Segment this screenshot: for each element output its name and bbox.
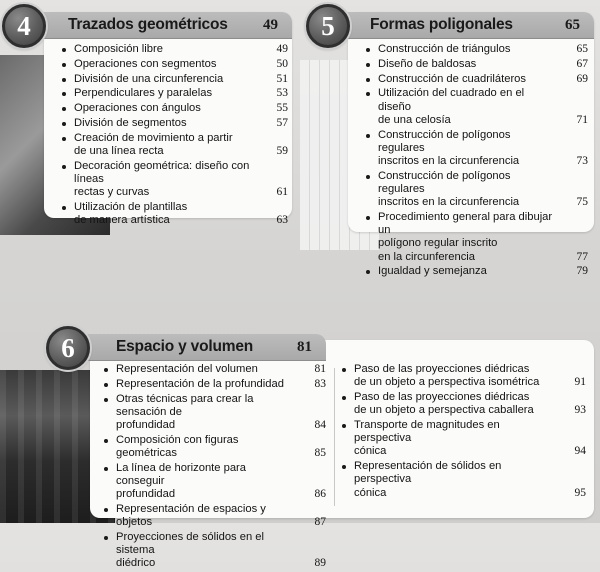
toc-item-page: 61: [276, 186, 288, 199]
bullet: [62, 48, 66, 52]
toc-item[interactable]: [366, 43, 588, 56]
bullet: [62, 92, 66, 96]
unit-4-page: 49: [263, 16, 278, 33]
toc-item-text: Construcción de cuadriláteros: [378, 72, 526, 85]
bullet: [366, 270, 370, 274]
bullet: [366, 175, 370, 179]
toc-item-text: La línea de horizonte para conseguir profundidad: [116, 461, 246, 501]
toc-item[interactable]: [62, 132, 288, 158]
toc-item[interactable]: [104, 434, 326, 460]
toc-item-text: Composición con figuras geométricas: [116, 433, 239, 459]
toc-item-page: 77: [576, 250, 588, 263]
toc-item[interactable]: [104, 531, 326, 571]
toc-item-page: 53: [276, 87, 288, 100]
toc-item-text: Paso de las proyecciones diédricas de un objeto a perspectiva caballera: [354, 391, 534, 417]
toc-item-text: Representación del volumen: [116, 363, 258, 375]
toc-item-page: 73: [576, 155, 588, 167]
toc-item[interactable]: [342, 391, 586, 417]
toc-item-page: 81: [314, 363, 326, 375]
unit-5-number: 5: [321, 10, 335, 41]
unit-4-number-badge: [2, 4, 46, 48]
bullet: [104, 439, 108, 443]
toc-item[interactable]: [366, 73, 588, 86]
toc-item-page: 79: [576, 265, 588, 278]
unit-6-item-list-left: [104, 363, 326, 572]
unit-6-number-badge: [46, 326, 90, 370]
toc-item-page: 51: [276, 72, 288, 85]
unit-6: [0, 320, 600, 570]
toc-item-page: 63: [276, 214, 288, 227]
bullet: [62, 63, 66, 67]
toc-item-text: Otras técnicas para crear la sensación de profundidad: [116, 392, 254, 431]
toc-item[interactable]: [62, 102, 288, 115]
toc-item-text: Decoración geométrica: diseño con líneas rectas y curvas: [74, 159, 250, 199]
toc-item[interactable]: [62, 201, 288, 227]
bullet: [62, 137, 66, 141]
toc-item[interactable]: [366, 58, 588, 71]
toc-item-page: 93: [574, 404, 586, 417]
toc-item-text: Utilización de plantillas de manera artística: [74, 200, 188, 227]
toc-item[interactable]: [366, 265, 588, 278]
toc-item-text: Representación de espacios y objetos: [116, 503, 266, 529]
unit-6-title: Espacio y volumen: [116, 338, 254, 355]
toc-item-page: 86: [314, 488, 326, 501]
toc-item-text: Proyecciones de sólidos en el sistema diédrico: [116, 531, 265, 570]
toc-item-text: Utilización del cuadrado en el diseño de una celosía: [378, 87, 525, 126]
unit-4: [0, 0, 300, 240]
toc-item-text: Construcción de polígonos regulares inscritos en la circunferencia: [378, 128, 520, 167]
toc-item-text: Perpendiculares y paralelas: [74, 87, 213, 100]
toc-item[interactable]: [62, 117, 288, 130]
toc-item-text: División de una circunferencia: [74, 72, 224, 85]
bullet: [62, 107, 66, 111]
toc-item[interactable]: [62, 58, 288, 71]
toc-item-text: Composición libre: [74, 43, 163, 55]
toc-item[interactable]: [104, 462, 326, 502]
toc-item[interactable]: [366, 129, 588, 169]
unit-4-item-list: [62, 43, 288, 229]
toc-item-page: 71: [576, 113, 588, 126]
toc-item-page: 95: [574, 486, 586, 499]
toc-item-page: 69: [576, 72, 588, 85]
toc-item-text: Operaciones con segmentos: [74, 57, 217, 70]
toc-item-page: 55: [276, 102, 288, 115]
toc-item-page: 87: [314, 516, 326, 529]
toc-item[interactable]: [62, 73, 288, 86]
toc-item-page: 59: [276, 144, 288, 157]
toc-item-page: 83: [314, 377, 326, 390]
toc-item-text: Transporte de magnitudes en perspectiva cónica: [354, 419, 500, 458]
bullet: [104, 383, 108, 387]
toc-item[interactable]: [104, 363, 326, 376]
toc-item[interactable]: [366, 211, 588, 264]
bullet: [104, 536, 108, 540]
toc-item-text: División de segmentos: [74, 116, 187, 129]
toc-item[interactable]: [366, 170, 588, 210]
bullet: [366, 92, 370, 96]
toc-item-text: Diseño de baldosas: [378, 57, 477, 70]
toc-item-text: Procedimiento general para dibujar un polígono regular inscrito en la circunferencia: [378, 211, 553, 263]
unit-5-page: 65: [565, 16, 580, 33]
toc-item-page: 67: [576, 57, 588, 70]
bullet: [342, 368, 346, 372]
toc-item-text: Operaciones con ángulos: [74, 102, 201, 115]
bullet: [366, 78, 370, 82]
unit-6-header: [64, 334, 326, 361]
bullet: [366, 48, 370, 52]
unit-5: [300, 0, 600, 278]
bullet: [62, 165, 66, 169]
column-separator: [334, 368, 335, 506]
bullet: [342, 396, 346, 400]
bullet: [342, 424, 346, 428]
unit-5-item-list: [366, 43, 588, 280]
toc-item[interactable]: [62, 160, 288, 200]
toc-item[interactable]: [366, 87, 588, 127]
toc-item-page: 85: [314, 447, 326, 459]
bullet: [366, 134, 370, 138]
toc-item[interactable]: [104, 378, 326, 391]
bullet: [366, 216, 370, 220]
toc-item-text: Representación de sólidos en perspectiva cónica: [354, 460, 502, 499]
toc-item[interactable]: [62, 43, 288, 56]
toc-item-page: 50: [276, 57, 288, 70]
unit-5-title: Formas poligonales: [370, 16, 513, 33]
toc-item-text: Construcción de triángulos: [378, 43, 511, 55]
toc-item-text: Igualdad y semejanza: [378, 265, 487, 278]
toc-item-text: Creación de movimiento a partir de una línea recta: [74, 131, 233, 157]
toc-item-page: 91: [574, 376, 586, 389]
bullet: [62, 122, 66, 126]
unit-6-item-list-right: [342, 363, 586, 501]
toc-item[interactable]: [62, 87, 288, 100]
toc-item-page: 57: [276, 116, 288, 129]
bullet: [104, 368, 108, 372]
toc-item[interactable]: [342, 363, 586, 389]
bullet: [342, 465, 346, 469]
toc-item-text: Construcción de polígonos regulares inscritos en la circunferencia: [378, 169, 520, 209]
toc-item[interactable]: [104, 393, 326, 433]
toc-item-text: Paso de las proyecciones diédricas de un objeto a perspectiva isométrica: [354, 363, 540, 389]
bullet: [366, 63, 370, 67]
bullet: [104, 398, 108, 402]
toc-item[interactable]: [104, 503, 326, 529]
unit-4-title: Trazados geométricos: [68, 16, 228, 33]
bullet: [62, 206, 66, 210]
bullet: [104, 467, 108, 471]
unit-5-number-badge: [306, 4, 350, 48]
unit-4-header: [16, 12, 292, 39]
toc-item-page: 75: [576, 196, 588, 209]
bullet: [104, 508, 108, 512]
toc-item-text: Representación de la profundidad: [116, 377, 284, 390]
toc-item[interactable]: [342, 460, 586, 500]
unit-5-header: [318, 12, 594, 39]
toc-item[interactable]: [342, 419, 586, 459]
unit-6-page: 81: [297, 338, 312, 355]
toc-item-page: 49: [276, 43, 288, 55]
toc-item-page: 65: [576, 43, 588, 55]
toc-item-page: 89: [314, 557, 326, 570]
toc-item-page: 84: [314, 419, 326, 431]
bullet: [62, 78, 66, 82]
toc-item-page: 94: [574, 445, 586, 458]
unit-4-number: 4: [17, 10, 31, 41]
unit-6-number: 6: [61, 332, 75, 363]
